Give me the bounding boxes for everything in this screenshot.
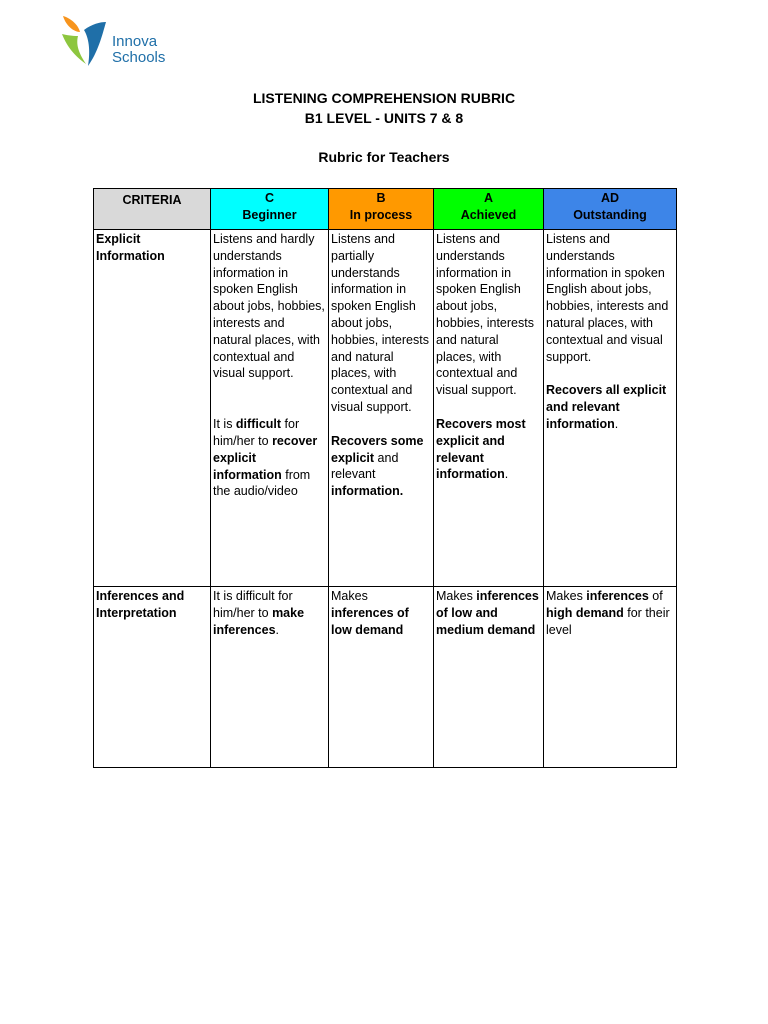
criterion-cell: Explicit Information bbox=[94, 230, 211, 587]
descriptor-cell-c: It is difficult for him/her to make inferences. bbox=[211, 587, 329, 768]
level-code: A bbox=[483, 191, 494, 205]
table-row-explicit-information bbox=[94, 230, 677, 587]
level-code: AD bbox=[600, 191, 620, 205]
innova-schools-logo bbox=[60, 14, 200, 70]
level-name: Beginner bbox=[242, 207, 297, 222]
logo-text-innova: Innova bbox=[112, 33, 158, 50]
descriptor-cell-b: Makes inferences of low demand bbox=[329, 587, 434, 768]
descriptor-text: Listens and partially understands information in spoken English about jobs, hobbies, interests and natural places, with contextual and visual support. bbox=[331, 232, 429, 414]
descriptor-cell-a: Listens and understands information in spoken English about jobs, hobbies, interests and natural places, with contextual and visual support. Recovers most explicit and relevant information. bbox=[434, 230, 544, 587]
document-title: LISTENING COMPREHENSION RUBRIC bbox=[252, 90, 516, 106]
descriptor-cell-a: Makes inferences of low and medium demand bbox=[434, 587, 544, 768]
descriptor-cell-ad: Listens and understands information in spoken English about jobs, hobbies, interests and natural places, with contextual and visual support. Recovers all explicit and relevant information. bbox=[544, 230, 677, 587]
header-row bbox=[94, 189, 677, 230]
descriptor-text: Listens and understands information in spoken English about jobs, hobbies, interests and natural places, with contextual and visual support. bbox=[546, 232, 669, 364]
descriptor-text: Listens and hardly understands information in spoken English about jobs, hobbies, interests and natural places, with contextual and visual support. bbox=[213, 232, 325, 381]
level-header-a bbox=[434, 189, 544, 230]
level-code: B bbox=[376, 191, 386, 205]
level-name: In process bbox=[349, 207, 413, 222]
criterion-cell: Inferences and Interpretation bbox=[94, 587, 211, 768]
descriptor-cell-b: Listens and partially understands information in spoken English about jobs, hobbies, interests and natural places, with contextual and visual support. Recovers some explicit and relevant information. bbox=[329, 230, 434, 587]
level-header-ad bbox=[544, 189, 677, 230]
rubric-table bbox=[93, 188, 677, 768]
document-titles bbox=[0, 88, 768, 167]
logo-text-schools: Schools bbox=[112, 49, 166, 66]
descriptor-text: Listens and understands information in spoken English about jobs, hobbies, interests and natural places, with contextual and visual support. bbox=[436, 232, 534, 398]
descriptor-cell-c: Listens and hardly understands information in spoken English about jobs, hobbies, interests and natural places, with contextual and visual support. It is difficult for him/her to recover explicit information from the audio/video bbox=[211, 230, 329, 587]
descriptor-cell-ad: Makes inferences of high demand for their level bbox=[544, 587, 677, 768]
leaf-logo-icon bbox=[60, 14, 108, 70]
document-subtitle: Rubric for Teachers bbox=[318, 149, 450, 165]
level-header-c bbox=[211, 189, 329, 230]
level-name: Outstanding bbox=[573, 207, 647, 222]
level-code: C bbox=[264, 191, 275, 205]
table-row-inferences bbox=[94, 587, 677, 768]
criteria-header: CRITERIA bbox=[94, 189, 211, 230]
document-level: B1 LEVEL - UNITS 7 & 8 bbox=[304, 110, 464, 126]
level-name: Achieved bbox=[460, 207, 517, 222]
level-header-b bbox=[329, 189, 434, 230]
